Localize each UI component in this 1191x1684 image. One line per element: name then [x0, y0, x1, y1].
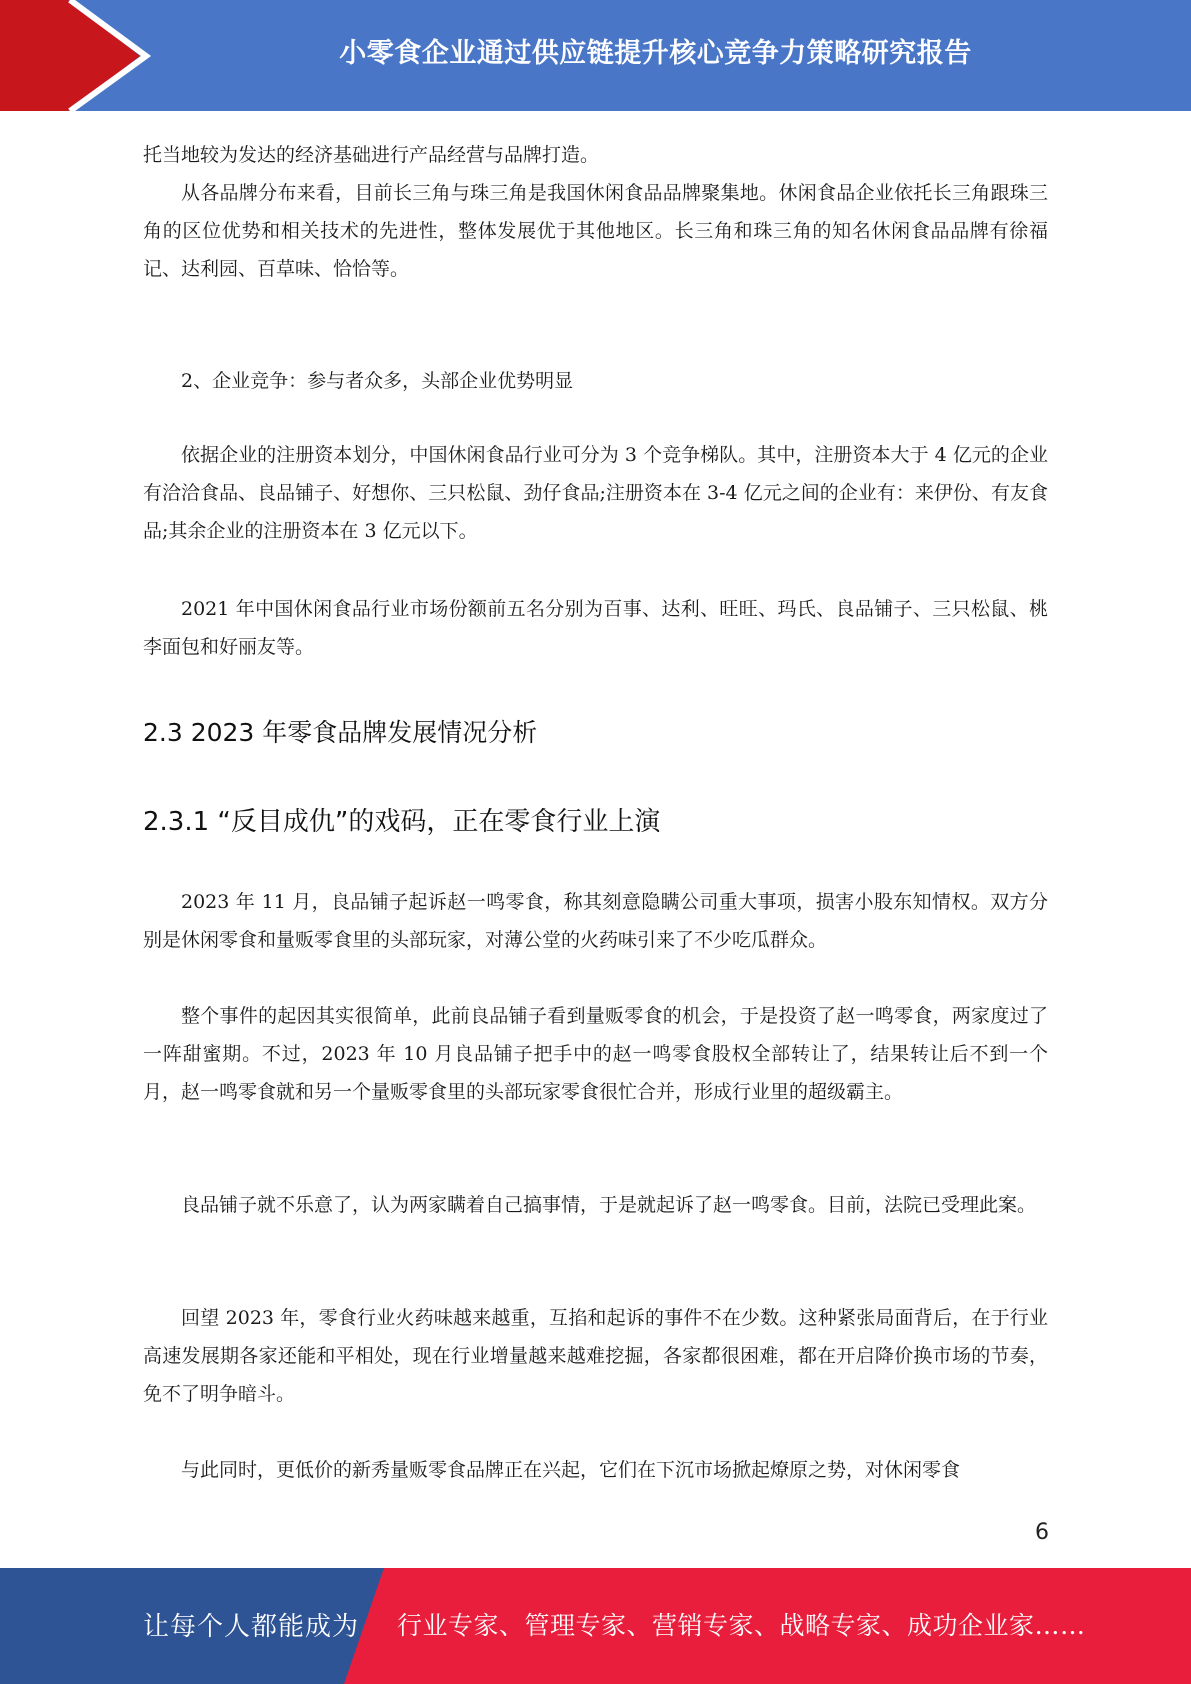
paragraph: 托当地较为发达的经济基础进行产品经营与品牌打造。	[143, 144, 600, 166]
page-footer	[0, 1568, 1191, 1684]
report-title: 小零食企业通过供应链提升核心竞争力策略研究报告	[339, 37, 972, 69]
section-subheading: 2、企业竞争：参与者众多，头部企业优势明显	[181, 370, 574, 392]
paragraph: 2023 年 11 月，良品铺子起诉赵一鸣零食，称其刻意隐瞒公司重大事项，损害小股东知情权。双方分别是休闲零食和量贩零食里的头部玩家，对薄公堂的火药味引来了不少吃瓜群众。	[143, 891, 1048, 951]
section-heading: 2.3 2023 年零食品牌发展情况分析	[143, 718, 538, 747]
page-number: 6	[1035, 1520, 1049, 1545]
paragraph: 良品铺子就不乐意了，认为两家瞒着自己搞事情，于是就起诉了赵一鸣零食。目前，法院已受理此案。	[181, 1194, 1037, 1216]
footer-tagline: 行业专家、管理专家、营销专家、战略专家、成功企业家……	[397, 1611, 1086, 1640]
paragraph: 与此同时，更低价的新秀量贩零食品牌正在兴起，它们在下沉市场掀起燎原之势，对休闲零食	[181, 1459, 961, 1481]
subsection-heading: 2.3.1 “反目成仇”的戏码，正在零食行业上演	[143, 807, 661, 837]
paragraph: 从各品牌分布来看，目前长三角与珠三角是我国休闲食品品牌聚集地。休闲食品企业依托长三角跟珠三角的区位优势和相关技术的先进性，整体发展优于其他地区。长三角和珠三角的知名休闲食品品牌有徐福记、达利园、百草味、恰恰等。	[143, 182, 1048, 280]
paragraph: 回望 2023 年，零食行业火药味越来越重，互掐和起诉的事件不在少数。这种紧张局面背后，在于行业高速发展期各家还能和平相处，现在行业增量越来越难挖掘，各家都很困难，都在开启降价换市场的节奏，免不了明争暗斗。	[143, 1307, 1048, 1405]
footer-slogan: 让每个人都能成为	[143, 1612, 360, 1642]
paragraph: 依据企业的注册资本划分，中国休闲食品行业可分为 3 个竞争梯队。其中，注册资本大于 4 亿元的企业有洽洽食品、良品铺子、好想你、三只松鼠、劲仔食品;注册资本在 3-4 亿元之间的企业有：来伊份、有友食品;其余企业的注册资本在 3 亿元以下。	[143, 444, 1048, 542]
paragraph: 整个事件的起因其实很简单，此前良品铺子看到量贩零食的机会，于是投资了赵一鸣零食，两家度过了一阵甜蜜期。不过，2023 年 10 月良品铺子把手中的赵一鸣零食股权全部转让了，结果转让后不到一个月，赵一鸣零食就和另一个量贩零食里的头部玩家零食很忙合并，形成行业里的超级霸主。	[143, 1005, 1048, 1103]
page-header	[0, 0, 1191, 111]
paragraph: 2021 年中国休闲食品行业市场份额前五名分别为百事、达利、旺旺、玛氏、良品铺子、三只松鼠、桃李面包和好丽友等。	[143, 598, 1048, 658]
